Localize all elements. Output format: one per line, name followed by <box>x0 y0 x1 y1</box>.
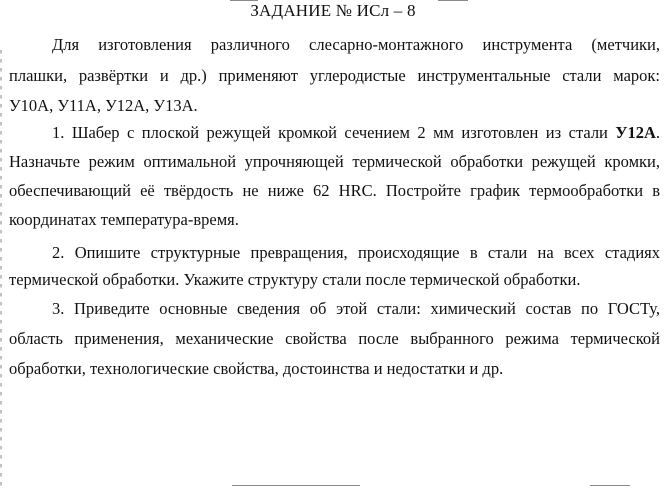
task3-line-2: область применения, механические свойства после выбранного режима термической <box>9 329 660 348</box>
task1-line-4: координатах температура-время. <box>9 210 239 229</box>
steel-grade: У12А <box>615 123 656 142</box>
task2-line-2: термической обработки. Укажите структуру стали после термической обработки. <box>9 270 581 289</box>
task1-line-1-text: 1. Шабер с плоской режущей кромкой сечением 2 мм изготовлен из стали <box>52 123 616 142</box>
task3-line-3: обработки, технологические свойства, достоинства и недостатки и др. <box>9 359 504 378</box>
task1-line-1 <box>52 123 660 143</box>
intro-line-3: У10А, У11А, У12А, У13А. <box>9 96 198 115</box>
scan-mark-bottom-left <box>232 485 360 486</box>
task3-line-1: 3. Приведите основные сведения об этой стали: химический состав по ГОСТу, <box>52 299 660 318</box>
intro-line-2: плашки, развёртки и др.) применяют углеродистые инструментальные стали марок: <box>9 66 660 85</box>
document-title: ЗАДАНИЕ № ИСл – 8 <box>250 1 416 20</box>
task2-line-1: 2. Опишите структурные превращения, происходящие в стали на всех стадиях <box>52 243 660 262</box>
task1-line-3: обеспечивающий её твёрдость не ниже 62 HRC. Постройте график термообработки в <box>9 181 660 200</box>
intro-line-1: Для изготовления различного слесарно-монтажного инструмента (метчики, <box>52 35 660 54</box>
scan-edge-left <box>0 50 3 488</box>
task1-line-2: Назначьте режим оптимальной упрочняющей термической обработки режущей кромки, <box>9 152 660 171</box>
scan-mark-bottom-right <box>590 485 630 486</box>
task1-line-1-period: . <box>655 123 660 142</box>
